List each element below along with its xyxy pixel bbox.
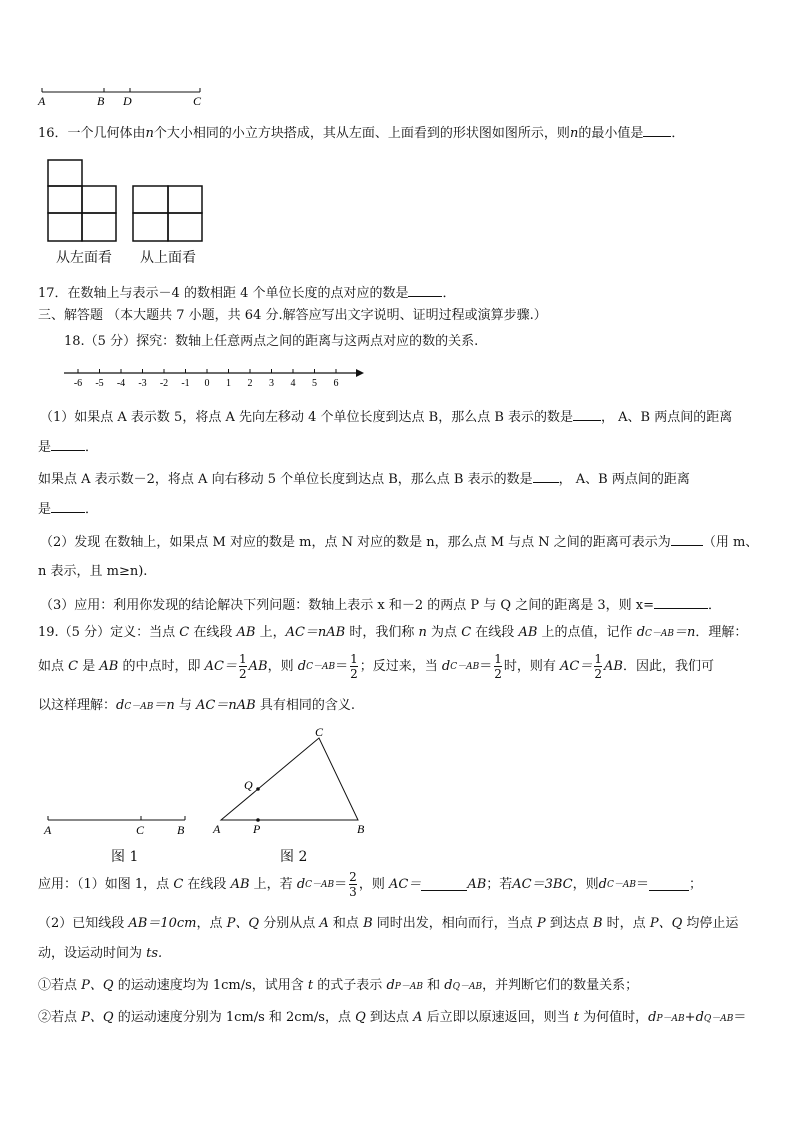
point-label-c: C <box>193 94 202 108</box>
q18-part1d: 是 ． <box>38 502 99 517</box>
number-line-tick-label: 4 <box>290 378 296 389</box>
number-line-tick-label: -6 <box>73 378 83 389</box>
fraction-one-half: $\frac{1}{2}$ <box>494 652 502 681</box>
answer-blank[interactable] <box>643 124 671 137</box>
number-line-tick-label: 1 <box>226 378 231 389</box>
q19-part2-line2: 动，设运动时间为 ts. <box>38 946 163 961</box>
number-line-tick-label: -5 <box>95 378 104 389</box>
question-18-title: 18.（5 分）探究：数轴上任意两点之间的距离与这两点对应的数的关系. <box>64 334 479 349</box>
fig2-label-q: Q <box>244 778 253 792</box>
fig2-label-p: P <box>253 822 261 836</box>
fraction-one-half: $\frac{1}{2}$ <box>350 652 358 681</box>
answer-blank[interactable] <box>51 438 85 451</box>
q18-part1a: （1）如果点 A 表示数 5，将点 A 先向左移动 4 个单位长度到达点 B，那么点 B 表示的数是 ， A、B 两点间的距离 <box>40 410 733 425</box>
fraction-one-half: $\frac{1}{2}$ <box>239 652 247 681</box>
answer-blank[interactable] <box>421 878 467 891</box>
figure-1 <box>40 812 200 842</box>
q19-case-1: ①若点 P、Q 的运动速度均为 1cm/s，试用含 t 的式子表示 dP－AB 和 dQ－AB，并判断它们的数量关系； <box>38 978 639 993</box>
figure-2-caption: 图 2 <box>280 849 308 865</box>
answer-blank[interactable] <box>671 533 703 546</box>
question-17: 17．在数轴上与表示－4 的数相距 4 个单位长度的点对应的数是 ． <box>38 286 456 301</box>
answer-blank[interactable] <box>649 878 689 891</box>
number-line-tick-label: -1 <box>181 378 190 389</box>
number-line-tick-label: 0 <box>204 378 210 389</box>
section-heading: 三、解答题 （本大题共 7 小题，共 64 分.解答应写出文字说明、证明过程或演算步骤.） <box>38 308 547 323</box>
fraction-two-thirds: $\frac{2}{3}$ <box>349 870 357 899</box>
caption-left-view: 从左面看 <box>56 250 112 266</box>
fig1-label-b: B <box>177 823 185 837</box>
q19-case-2: ②若点 P、Q 的运动速度分别为 1cm/s 和 2cm/s，点 Q 到达点 A 后立即以原速返回，则当 t 为何值时，dP－AB+dQ－AB＝ <box>38 1010 747 1025</box>
answer-blank[interactable] <box>654 596 708 609</box>
q19-line1: 19.（5 分）定义：当点 C 在线段 AB 上，AC＝nAB 时，我们称 n 为点 C 在线段 AB 上的点值，记作 dC－AB＝n．理解： <box>38 625 748 640</box>
number-line-tick-label: -4 <box>116 378 126 389</box>
caption-top-view: 从上面看 <box>140 250 196 266</box>
answer-blank[interactable] <box>51 500 85 513</box>
number-line-tick-label: 2 <box>247 378 253 389</box>
top-view-figure <box>130 184 206 244</box>
q18-part2: （2）发现 在数轴上，如果点 M 对应的数是 m，点 N 对应的数是 n，那么点 M 与点 N 之间的距离可表示为 （用 m、 <box>40 535 759 550</box>
answer-blank[interactable] <box>573 408 601 421</box>
q18-part1c: 如果点 A 表示数－2，将点 A 向右移动 5 个单位长度到达点 B，那么点 B 表示的数是 ， A、B 两点间的距离 <box>38 472 690 487</box>
number-line <box>60 364 370 392</box>
top-segment-figure <box>36 82 216 112</box>
figure-2 <box>206 722 376 842</box>
point-label-d: D <box>123 94 132 108</box>
q18-part1b: 是 ． <box>38 440 99 455</box>
q19-line2: 如点 C 是 AB 的中点时，即 AC＝ $\frac{1}{2}$ AB ，则 d C－AB ＝ $\frac{1}{2}$ ；反过来，当 d C－AB ＝ $\frac{1}{2}$ 时，则有 AC＝ $\frac{1}{2}$ AB ．因此，我们可 <box>38 652 714 681</box>
left-view-figure <box>44 158 124 244</box>
q19-part2-line1: （2）已知线段 AB＝10cm，点 P、Q 分别从点 A 和点 B 同时出发，相向而行，当点 P 到达点 B 时，点 P、Q 均停止运 <box>38 916 739 931</box>
number-line-tick-label: -2 <box>159 378 169 389</box>
number-line-tick-label: 6 <box>333 378 339 389</box>
figure-1-caption: 图 1 <box>111 849 139 865</box>
number-line-tick-label: -3 <box>138 378 147 389</box>
point-label-a: A <box>38 94 46 108</box>
answer-blank[interactable] <box>533 470 559 483</box>
fig2-label-a: A <box>213 822 221 836</box>
fig2-label-c: C <box>315 725 324 739</box>
answer-blank[interactable] <box>408 284 442 297</box>
fig1-label-c: C <box>136 823 145 837</box>
fig2-label-b: B <box>357 822 365 836</box>
q18-part3: （3）应用：利用你发现的结论解决下列问题：数轴上表示 x 和－2 的两点 P 与 Q 之间的距离是 3，则 x= ． <box>40 598 721 613</box>
q19-line3: 以这样理解：dC－AB＝n 与 AC＝nAB 具有相同的含义. <box>38 698 355 713</box>
fig1-label-a: A <box>44 823 52 837</box>
q18-part2b: n 表示，且 m≥n). <box>38 564 148 579</box>
fraction-one-half: $\frac{1}{2}$ <box>594 652 603 681</box>
q19-application-1: 应用：（1）如图 1，点 C 在线段 AB 上，若 d C－AB ＝ $\frac{2}{3}$ ，则 AC＝ AB ；若 AC＝3BC ，则 d C－AB ＝ ； <box>38 870 703 899</box>
point-label-b: B <box>97 94 105 108</box>
question-16: 16．一个几何体由n个大小相同的小立方块搭成，其从左面、上面看到的形状图如图所示，则n的最小值是 ． <box>38 126 685 141</box>
number-line-tick-label: 3 <box>269 378 274 389</box>
number-line-tick-label: 5 <box>312 378 317 389</box>
